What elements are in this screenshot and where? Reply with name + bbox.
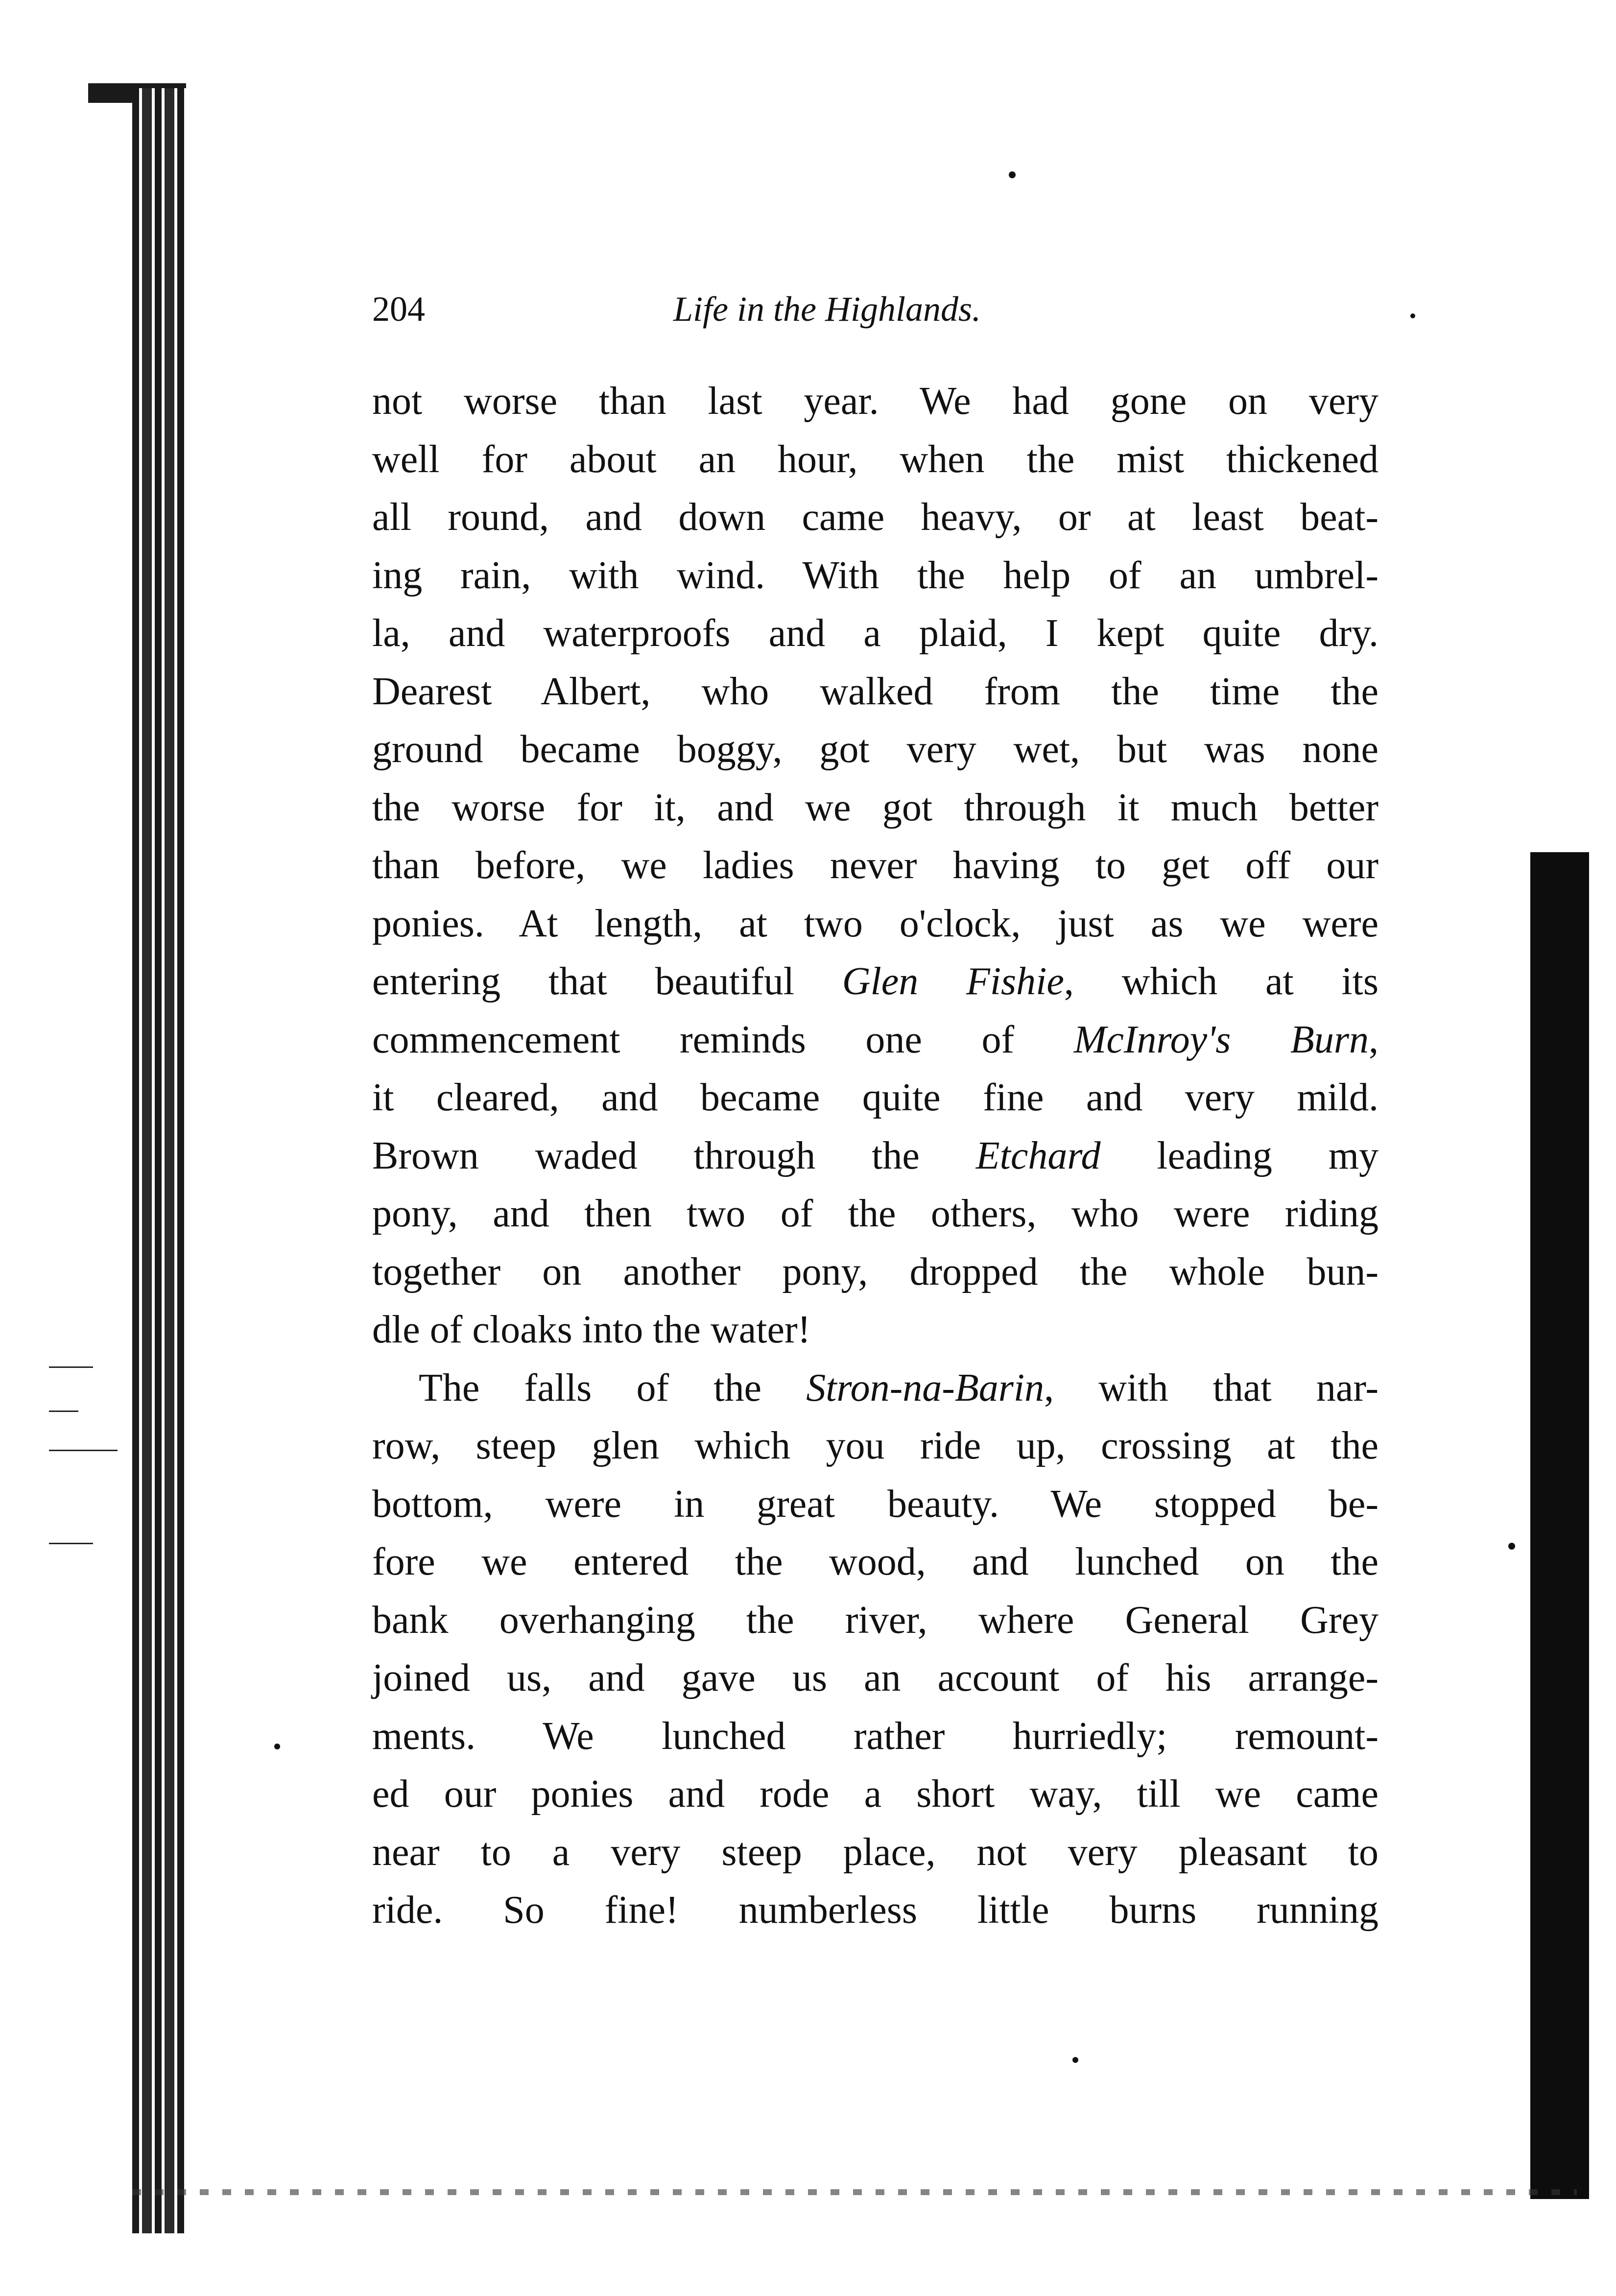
- book-binding-edge: [132, 88, 186, 2233]
- text-line: it cleared, and became quite fine and very mild.: [372, 1076, 1378, 1119]
- text-line: pony, and then two of the others, who were riding: [372, 1192, 1378, 1235]
- text-line: joined us, and gave us an account of his arrange-: [372, 1656, 1378, 1699]
- text-line: bank overhanging the river, where General Grey: [372, 1598, 1378, 1642]
- text-span: , with that nar-: [1044, 1366, 1379, 1410]
- text-span: commencement reminds one of: [372, 1018, 1074, 1061]
- ink-speck: [1072, 2057, 1078, 2063]
- text-line: all round, and down came heavy, or at least beat-: [372, 496, 1378, 539]
- page-edge-shadow: [1530, 852, 1589, 2199]
- text-line: [372, 1011, 1378, 1069]
- text-line: ing rain, with wind. With the help of an umbrel-: [372, 553, 1378, 597]
- body-text: [372, 372, 1378, 1939]
- text-line: ed our ponies and rode a short way, till we came: [372, 1772, 1378, 1816]
- text-line: Dearest Albert, who walked from the time the: [372, 670, 1378, 713]
- ink-speck: [1009, 171, 1016, 178]
- ink-speck: [274, 1744, 280, 1749]
- text-line: dle of cloaks into the water!: [372, 1308, 811, 1351]
- margin-mark: [49, 1366, 93, 1368]
- text-line: ponies. At length, at two o'clock, just as we were: [372, 902, 1378, 945]
- text-span: , which at its: [1064, 960, 1379, 1003]
- place-name: McInroy's Burn: [1073, 1018, 1369, 1061]
- text-line: [372, 1127, 1378, 1185]
- text-line: [372, 1359, 1378, 1417]
- bottom-page-edge: [132, 2189, 1577, 2195]
- running-title: Life in the Highlands.: [673, 289, 981, 329]
- text-line: not worse than last year. We had gone on very: [372, 380, 1378, 423]
- place-name: Glen Fishie: [842, 960, 1064, 1003]
- text-span: ,: [1369, 1018, 1378, 1061]
- text-span: Brown waded through the: [372, 1134, 976, 1177]
- text-line: ground became boggy, got very wet, but was none: [372, 728, 1378, 771]
- text-span: The falls of the: [419, 1366, 807, 1410]
- margin-mark: [49, 1450, 118, 1451]
- text-line: ments. We lunched rather hurriedly; remount-: [372, 1714, 1378, 1758]
- ink-speck: [1508, 1543, 1515, 1550]
- text-line: [372, 953, 1378, 1011]
- text-line: near to a very steep place, not very pleasant to: [372, 1830, 1378, 1874]
- text-line: row, steep glen which you ride up, crossing at the: [372, 1424, 1378, 1467]
- text-line: well for about an hour, when the mist thickened: [372, 437, 1378, 481]
- text-line: la, and waterproofs and a plaid, I kept quite dry.: [372, 612, 1378, 655]
- text-span: leading my: [1100, 1134, 1378, 1177]
- page-number: 204: [372, 289, 425, 329]
- place-name: Stron-na-Barin: [806, 1366, 1045, 1410]
- text-line: ride. So fine! numberless little burns running: [372, 1889, 1378, 1932]
- text-line: together on another pony, dropped the whole bun-: [372, 1250, 1378, 1293]
- text-span: entering that beautiful: [372, 960, 842, 1003]
- text-line: fore we entered the wood, and lunched on the: [372, 1540, 1378, 1583]
- margin-mark: [49, 1543, 93, 1544]
- margin-mark: [49, 1411, 78, 1412]
- text-line: bottom, were in great beauty. We stopped be-: [372, 1482, 1378, 1526]
- place-name: Etchard: [975, 1134, 1101, 1177]
- text-line: the worse for it, and we got through it much better: [372, 786, 1378, 829]
- running-header: [372, 289, 1376, 333]
- ink-speck: [1410, 313, 1415, 318]
- text-line: than before, we ladies never having to get off our: [372, 844, 1378, 887]
